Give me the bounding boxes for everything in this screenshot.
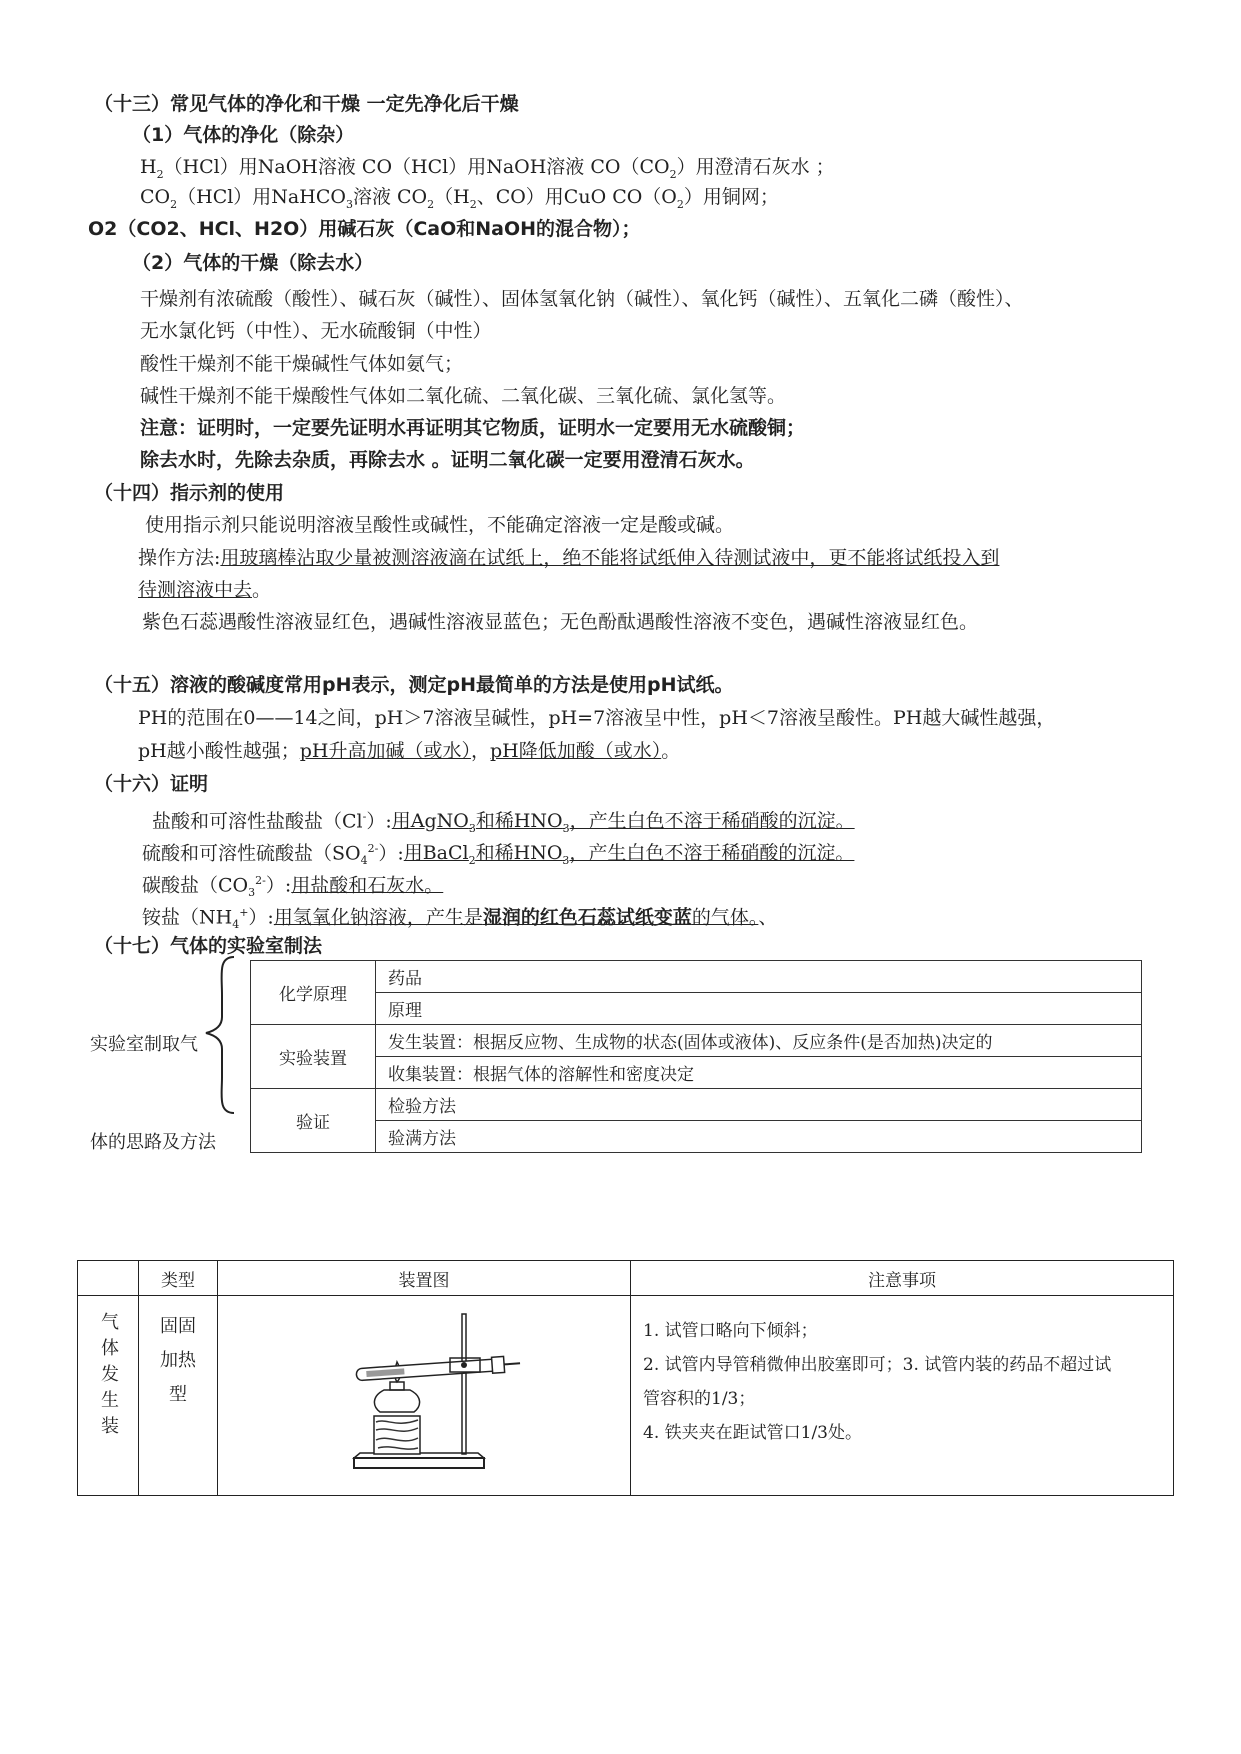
row-label-cell (78, 1296, 139, 1496)
note-line-2: 除去水时，先除去杂质，再除去水 。证明二氧化碳一定要用澄清石灰水。 (140, 449, 755, 471)
header-notes: 注意事项 (631, 1261, 1174, 1296)
method-item: 药品 (376, 961, 1142, 993)
purify-subtitle: （1）气体的净化（除杂） (132, 124, 355, 146)
method-item: 收集装置：根据气体的溶解性和密度决定 (376, 1057, 1142, 1089)
method-category: 实验装置 (251, 1025, 376, 1089)
proof-sulfate: 硫酸和可溶性硫酸盐$(SO_4^{2-})$:用BaCl$_2$和稀$HNO_3$，产生白色不溶于稀硝酸的沉淀。 (142, 842, 855, 868)
indicator-line-3: 待测溶液中去。 (138, 579, 272, 601)
method-row (251, 1025, 1142, 1057)
indicator-line-4: 紫色石蕊遇酸性溶液显红色，遇碱性溶液显蓝色；无色酚酞遇酸性溶液不变色，遇碱性溶液显红色。 (142, 611, 979, 633)
method-row (251, 1089, 1142, 1121)
purify-line-1: $H_2(HCl)$用NaOH溶液 CO（HCl）用NaOH溶液 $CO(CO_2)$用澄清石灰水 ； (140, 156, 835, 181)
gas-table-row (78, 1296, 1174, 1496)
note-item: 1. 试管口略向下倾斜； (643, 1321, 818, 1341)
note-line-1: 注意：证明时，一定要先证明水再证明其它物质，证明水一定要用无水硫酸铜； (140, 417, 806, 439)
dry-line-3: 酸性干燥剂不能干燥碱性气体如氨气； (140, 353, 464, 375)
section-15-title: （十五）溶液的酸碱度常用pH表示，测定pH最简单的方法是使用pH试纸。 (94, 674, 734, 696)
header-type: 类型 (139, 1261, 218, 1296)
ph-line-1: PH的范围在0——14之间，pH＞7溶液呈碱性，pH=7溶液呈中性，pH＜7溶液呈酸性。PH越大碱性越强， (138, 707, 1056, 729)
gas-apparatus-table (77, 1260, 1174, 1496)
row-label: 气体发生装 (98, 1312, 119, 1442)
indicator-line-2: 操作方法:用玻璃棒沾取少量被测溶液滴在试纸上，绝不能将试纸伸入待测试液中，更不能将试纸投入到 (138, 547, 1000, 569)
method-category: 验证 (251, 1089, 376, 1153)
method-item: 验满方法 (376, 1121, 1142, 1153)
header-blank (78, 1261, 139, 1296)
header-diagram: 装置图 (218, 1261, 631, 1296)
gas-table-header (78, 1261, 1174, 1296)
note-item: 4. 铁夹夹在距试管口1/3处。 (643, 1423, 862, 1443)
dry-line-4: 碱性干燥剂不能干燥酸性气体如二氧化硫、二氧化碳、三氧化硫、氯化氢等。 (140, 385, 787, 407)
dry-line-1: 干燥剂有浓硫酸（酸性）、碱石灰（碱性）、固体氢氧化钠（碱性）、氧化钙（碱性）、五氧化二磷（酸性）、 (140, 288, 1024, 310)
proof-ammonium: 铵盐$(NH_4^+)$:用氢氧化钠溶液，产生是湿润的红色石蕊试纸变蓝的气体。、 (142, 906, 778, 932)
proof-carbonate: 碳酸盐$(CO_3^{2-})$:用盐酸和石灰水。 (142, 874, 444, 900)
method-row (251, 993, 1142, 1025)
notes-cell (631, 1296, 1174, 1496)
method-row (251, 1057, 1142, 1089)
method-item: 原理 (376, 993, 1142, 1025)
note-item: 管容积的1/3； (643, 1389, 756, 1409)
indicator-line-1: 使用指示剂只能说明溶液呈酸性或碱性，不能确定溶液一定是酸或碱。 (145, 514, 735, 536)
lab-method-table (250, 960, 1142, 1153)
method-row (251, 1121, 1142, 1153)
purify-line-2: $CO_2(HCl)$用NaHCO$_3$溶液 $CO_2(H_2$、CO）用CuO $CO(O_2)$用铜网； (140, 186, 779, 211)
ph-line-2: pH越小酸性越强；pH升高加碱（或水），pH降低加酸（或水）。 (138, 740, 681, 762)
proof-chloride: 盐酸和可溶性盐酸盐（Cl-）:用AgNO$_3$和稀$HNO_3$，产生白色不溶于稀硝酸的沉淀。 (152, 810, 855, 836)
dry-line-2: 无水氯化钙（中性）、无水硫酸铜（中性） (140, 320, 492, 342)
section-13-title: （十三）常见气体的净化和干燥 一定先净化后干燥 (94, 93, 519, 115)
dry-subtitle: （2）气体的干燥（除去水） (132, 252, 374, 274)
section-16-title: （十六）证明 (94, 773, 209, 795)
diagram-cell (218, 1296, 631, 1496)
brace-label-2: 体的思路及方法 (90, 1132, 216, 1153)
type-cell (139, 1296, 218, 1496)
method-item: 发生装置：根据反应物、生成物的状态(固体或液体)、反应条件(是否加热)决定的 (376, 1025, 1142, 1057)
method-category: 化学原理 (251, 961, 376, 1025)
section-17-title: （十七）气体的实验室制法 (94, 935, 323, 957)
method-item: 检验方法 (376, 1089, 1142, 1121)
method-row (251, 961, 1142, 993)
section-14-title: （十四）指示剂的使用 (94, 482, 285, 504)
purify-line-3: O2（CO2、HCl、H2O）用碱石灰（CaO和NaOH的混合物）； (88, 218, 641, 240)
note-item: 2. 试管内导管稍微伸出胶塞即可；3. 试管内装的药品不超过试 (643, 1355, 1112, 1375)
brace-label-1: 实验室制取气 (90, 1034, 198, 1055)
type-label: 固固加热型 (160, 1316, 196, 1405)
heating-apparatus-diagram (314, 1308, 534, 1478)
